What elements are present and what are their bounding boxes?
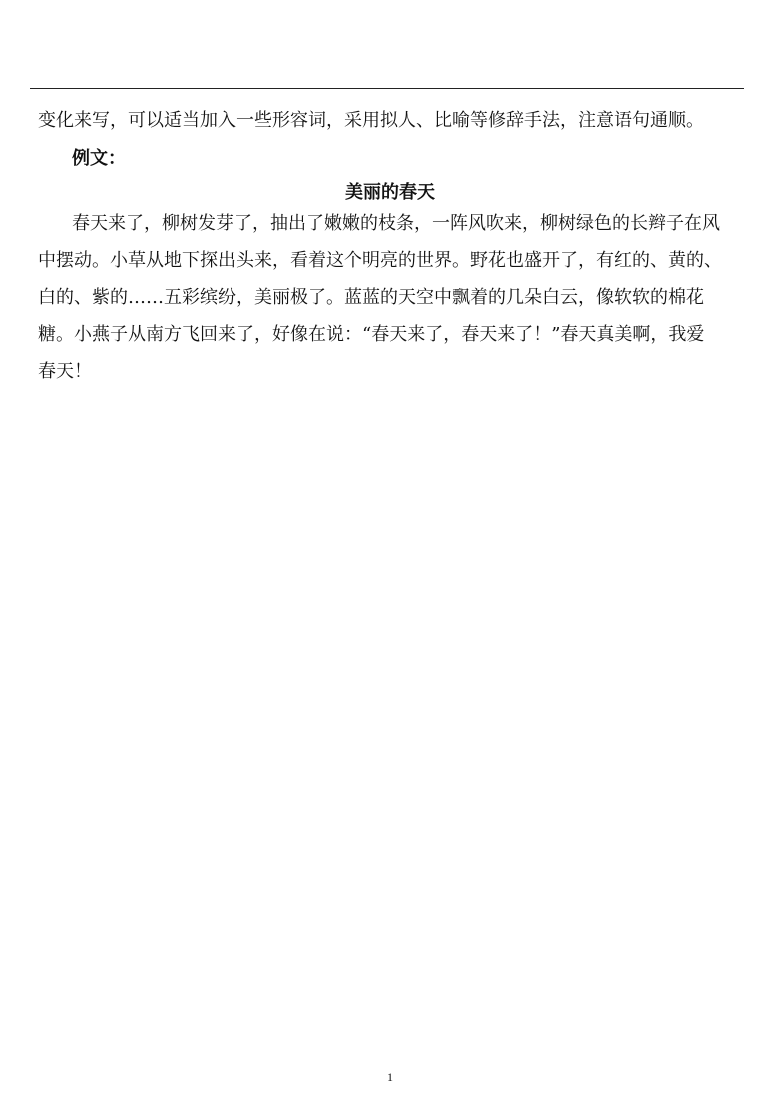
essay-title: 美丽的春天 <box>345 182 435 203</box>
essay-line: 糖。小燕子从南方飞回来了，好像在说：“春天来了，春天来了！”春天真美啊，我爱 <box>38 324 705 345</box>
intro-text: 变化来写，可以适当加入一些形容词，采用拟人、比喻等修辞手法，注意语句通顺。 <box>38 110 704 131</box>
page-number: 1 <box>387 1070 393 1084</box>
header-rule <box>30 88 744 89</box>
essay-line: 春天来了，柳树发芽了，抽出了嫩嫩的枝条，一阵风吹来，柳树绿色的长辫子在风 <box>72 213 720 234</box>
essay-line: 白的、紫的……五彩缤纷，美丽极了。蓝蓝的天空中飘着的几朵白云，像软软的棉花 <box>38 287 704 308</box>
example-label: 例文： <box>72 148 126 169</box>
essay-line: 春天！ <box>38 361 92 382</box>
essay-line: 中摆动。小草从地下探出头来，看着这个明亮的世界。野花也盛开了，有红的、黄的、 <box>38 250 722 271</box>
